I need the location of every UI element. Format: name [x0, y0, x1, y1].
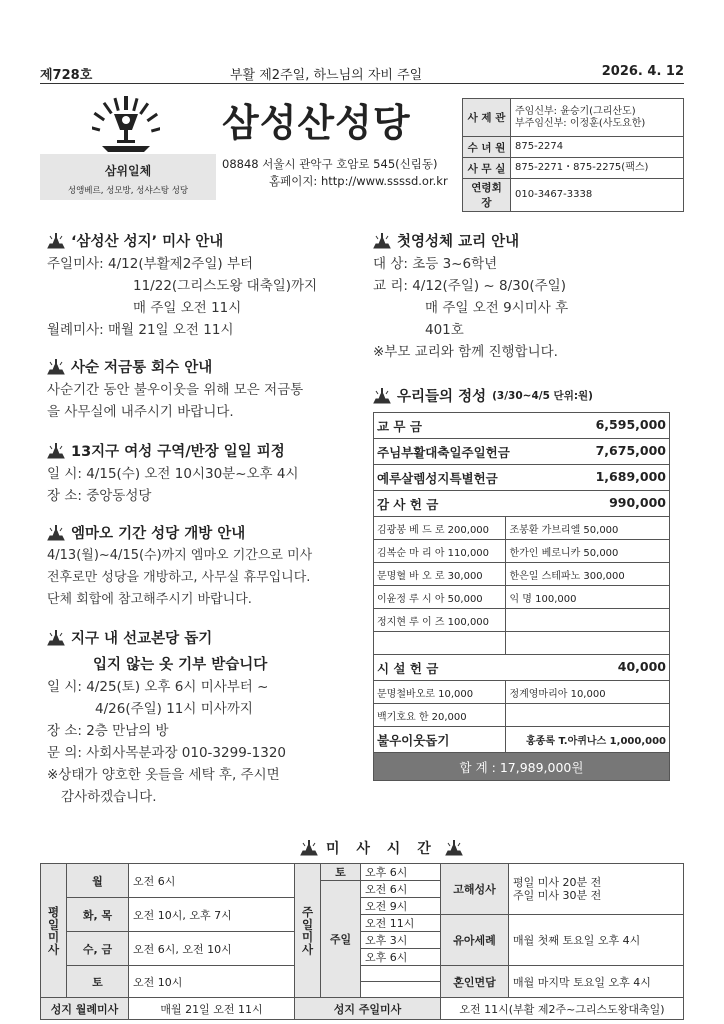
- donor-row: [374, 704, 670, 727]
- donor-entry: 문명철바오로 10,000: [374, 681, 506, 704]
- sunday-time: 오전 9시: [361, 898, 441, 915]
- offering-total: 합 계 : 17,989,000원: [374, 753, 670, 781]
- trinity-label: 삼위일체: [104, 164, 152, 178]
- donor-row: [374, 540, 670, 563]
- office-phone: 875-2271・875-2275(팩스): [511, 158, 684, 179]
- donor-entry: 익 명 100,000: [506, 586, 670, 609]
- weekday-day: 토: [67, 966, 129, 998]
- contact-row: [463, 179, 684, 212]
- mass-row: [41, 864, 684, 881]
- marriage-time: 매월 마지막 토요일 오후 4시: [509, 966, 684, 998]
- text-line: 일 시: 4/25(토) 오후 6시 미사부터 ~: [47, 679, 269, 695]
- offering-row: [374, 439, 670, 465]
- homepage-line: [269, 173, 448, 189]
- text-line: 매 주일 오전 11시: [133, 300, 242, 316]
- offering-label: 시 설 헌 금: [377, 660, 439, 676]
- donor-row: [374, 632, 670, 655]
- church-emblem-icon: [373, 388, 391, 404]
- text-line: 단체 회합에 참고해주시기 바랍니다.: [47, 592, 252, 607]
- offering-row: [374, 655, 670, 681]
- church-emblem-icon: [47, 233, 65, 249]
- shrine-monthly-label: 성지 월례미사: [41, 998, 129, 1020]
- offering-table: [373, 412, 670, 781]
- church-emblem-icon: [47, 630, 65, 646]
- shrine-mass-section: [47, 230, 357, 341]
- section-title: 미 사 시 간: [326, 841, 437, 857]
- church-emblem-icon: [47, 525, 65, 541]
- offering-value: 990,000: [609, 494, 666, 510]
- weekday-time: 오전 6시: [129, 864, 295, 898]
- contact-key: 사 제 관: [463, 99, 511, 137]
- contact-row: [463, 137, 684, 158]
- marriage-label: 혼인면담: [441, 966, 509, 998]
- church-emblem-icon: [300, 840, 318, 856]
- parish-logo-icon: [92, 96, 160, 152]
- church-emblem-icon: [445, 840, 463, 856]
- shrine-sunday-label: 성지 주일미사: [295, 998, 441, 1020]
- church-emblem-icon: [47, 359, 65, 375]
- church-emblem-icon: [47, 443, 65, 459]
- text-line: 교 리: 4/12(주일) ~ 8/30(주일): [373, 278, 566, 294]
- offering-value: 7,675,000: [595, 442, 666, 458]
- saturday-label: 토: [321, 864, 361, 881]
- sunday-label: 주일: [321, 881, 361, 998]
- weekday-time: 오전 10시, 오후 7시: [129, 898, 295, 932]
- contact-key: 연령회장: [463, 179, 511, 212]
- offering-label: 불우이웃돕기: [374, 727, 506, 753]
- donor-row: [374, 517, 670, 540]
- sunday-time: 오전 11시: [361, 915, 441, 932]
- donor-entry: 백기호요 한 20,000: [374, 704, 506, 727]
- homepage-link[interactable]: http://www.ssssd.or.kr: [320, 174, 448, 188]
- text-line: 주일미사: 4/12(부활제2주일) 부터: [47, 256, 254, 272]
- liturgical-subtitle: 부활 제2주일, 하느님의 자비 주일: [230, 68, 423, 83]
- sunday-time: 오전 6시: [361, 881, 441, 898]
- offering-total-row: [374, 753, 670, 781]
- weekday-day: 화, 목: [67, 898, 129, 932]
- section-title: 첫영성체 교리 안내: [397, 234, 520, 250]
- weekday-mass-label: 평일미사: [41, 864, 67, 998]
- association-phone: 010-3467-3338: [511, 179, 684, 212]
- offering-label: 교 무 금: [377, 418, 422, 434]
- donor-entry: [506, 704, 670, 727]
- donor-entry: 정계영마리아 10,000: [506, 681, 670, 704]
- parish-caption-box: [40, 154, 216, 200]
- offering-value: 1,689,000: [595, 468, 666, 484]
- section-title: 엠마오 기간 성당 개방 안내: [71, 526, 246, 542]
- patrons-label: 성앵베르, 성모방, 성샤스탕 성당: [67, 186, 189, 196]
- text-line: 문 의: 사회사목분과장 010-3299-1320: [47, 745, 287, 761]
- parish-name: 삼성산성당: [222, 101, 411, 145]
- mass-row: [41, 998, 684, 1020]
- pastor: 주임신부: 윤승기(그리산도): [515, 106, 636, 117]
- sunday-time: 오후 3시: [361, 932, 441, 949]
- mass-schedule-table: [40, 863, 684, 1020]
- donor-entry: [506, 609, 670, 632]
- donor-row: [374, 609, 670, 632]
- donor-row: [374, 563, 670, 586]
- text-line: 월례미사: 매월 21일 오전 11시: [47, 322, 234, 338]
- section-title: 사순 저금통 회수 안내: [71, 360, 213, 376]
- district-retreat-section: [47, 440, 357, 507]
- section-title: 지구 내 선교본당 돕기: [71, 631, 213, 647]
- donor-entry: 한가인 베로니카 50,000: [506, 540, 670, 563]
- homepage-label: 홈페이지:: [269, 174, 318, 188]
- section-title: 우리들의 정성: [397, 389, 487, 405]
- donor-entry: 정지현 루 이 즈 100,000: [374, 609, 506, 632]
- contact-row: [463, 99, 684, 137]
- offering-section-title: [373, 385, 683, 406]
- sunday-mass-label: 주일미사: [295, 864, 321, 998]
- text-line: 11/22(그리스도왕 대축일)까지: [133, 278, 318, 294]
- confession-sunday: 주일 미사 30분 전: [513, 889, 602, 902]
- emmaus-section: [47, 522, 357, 611]
- masthead-line: [40, 62, 684, 84]
- section-subtitle: 입지 않는 옷 기부 받습니다: [93, 657, 268, 673]
- saturday-time: 오후 6시: [361, 864, 441, 881]
- text-line: 장 소: 중앙동성당: [47, 488, 152, 504]
- contact-key: 사 무 실: [463, 158, 511, 179]
- offering-period: (3/30~4/5 단위:원): [492, 390, 593, 402]
- offering-row: [374, 465, 670, 491]
- shrine-monthly-time: 매월 21일 오전 11시: [129, 998, 295, 1020]
- issue-date: 2026. 4. 12: [601, 64, 684, 79]
- confession-label: 고해성사: [441, 864, 509, 915]
- contact-table: [462, 98, 684, 212]
- text-line: 을 사무실에 내주시기 바랍니다.: [47, 404, 234, 420]
- section-title: 13지구 여성 구역/반장 일일 피정: [71, 444, 285, 460]
- offering-label: 감 사 헌 금: [377, 496, 439, 512]
- contact-key: 수 녀 원: [463, 137, 511, 158]
- weekday-day: 수, 금: [67, 932, 129, 966]
- text-line: ※상태가 양호한 옷들을 세탁 후, 주시면: [47, 767, 280, 783]
- offering-row: [374, 491, 670, 517]
- offering-row: [374, 727, 670, 753]
- confession-times: [509, 864, 684, 915]
- weekday-time: 오전 10시: [129, 966, 295, 998]
- text-line: 전후로만 성당을 개방하고, 사무실 휴무입니다.: [47, 570, 311, 585]
- church-emblem-icon: [373, 233, 391, 249]
- donor-entry: 조봉환 가브리엘 50,000: [506, 517, 670, 540]
- issue-number: 제728호: [40, 68, 93, 83]
- donor-entry: 이윤정 루 시 아 50,000: [374, 586, 506, 609]
- donor-entry: 한은일 스테파노 300,000: [506, 563, 670, 586]
- contact-value: [511, 99, 684, 137]
- text-line: 4/13(월)~4/15(수)까지 엠마오 기간으로 미사: [47, 548, 313, 563]
- section-title: ‘삼성산 성지’ 미사 안내: [71, 234, 224, 250]
- text-line: 대 상: 초등 3~6학년: [373, 256, 498, 272]
- mass-schedule-title: [300, 838, 463, 858]
- confession-weekday: 평일 미사 20분 전: [513, 876, 602, 889]
- offering-label: 주님부활대축일주일헌금: [377, 444, 510, 460]
- text-line: 일 시: 4/15(수) 오전 10시30분~오후 4시: [47, 466, 299, 482]
- donor-row: [374, 586, 670, 609]
- offering-value: 6,595,000: [595, 416, 666, 432]
- parish-address: 08848 서울시 관악구 호암로 545(신림동): [222, 157, 438, 171]
- text-line: 4/26(주일) 11시 미사까지: [95, 701, 253, 717]
- weekday-day: 월: [67, 864, 129, 898]
- shrine-sunday-time: 오전 11시(부활 제2주~그리스도왕대축일): [441, 998, 684, 1020]
- baptism-label: 유아세례: [441, 915, 509, 966]
- lent-box-section: [47, 356, 357, 423]
- offering-row: [374, 413, 670, 439]
- contact-row: [463, 158, 684, 179]
- donor-row: [374, 681, 670, 704]
- sunday-time: 오후 6시: [361, 949, 441, 966]
- offering-label: 예루살렘성지특별헌금: [377, 470, 498, 486]
- text-line: 장 소: 2층 만남의 방: [47, 723, 169, 739]
- donor-entry: 문명혈 바 오 로 30,000: [374, 563, 506, 586]
- mass-row: [41, 966, 684, 982]
- convent-phone: 875-2274: [511, 137, 684, 158]
- first-communion-section: [373, 230, 683, 363]
- mission-donation-section: [47, 627, 357, 808]
- associate-pastor: 부주임신부: 이정훈(사도요한): [515, 117, 646, 129]
- text-line: 매 주일 오전 9시미사 후: [425, 300, 569, 316]
- offering-value: 40,000: [617, 658, 666, 674]
- donor-entry: 김광봉 베 드 로 200,000: [374, 517, 506, 540]
- offering-value: 홍종록 T.아퀴나스 1,000,000: [506, 727, 670, 753]
- text-line: 감사하겠습니다.: [61, 789, 157, 805]
- text-line: ※부모 교리와 함께 진행합니다.: [373, 344, 558, 360]
- donor-entry: 김복순 마 리 아 110,000: [374, 540, 506, 563]
- baptism-time: 매월 첫째 토요일 오후 4시: [509, 915, 684, 966]
- text-line: 401호: [425, 322, 464, 338]
- weekday-time: 오전 6시, 오전 10시: [129, 932, 295, 966]
- text-line: 사순기간 동안 불우이웃을 위해 모은 저금통: [47, 382, 304, 398]
